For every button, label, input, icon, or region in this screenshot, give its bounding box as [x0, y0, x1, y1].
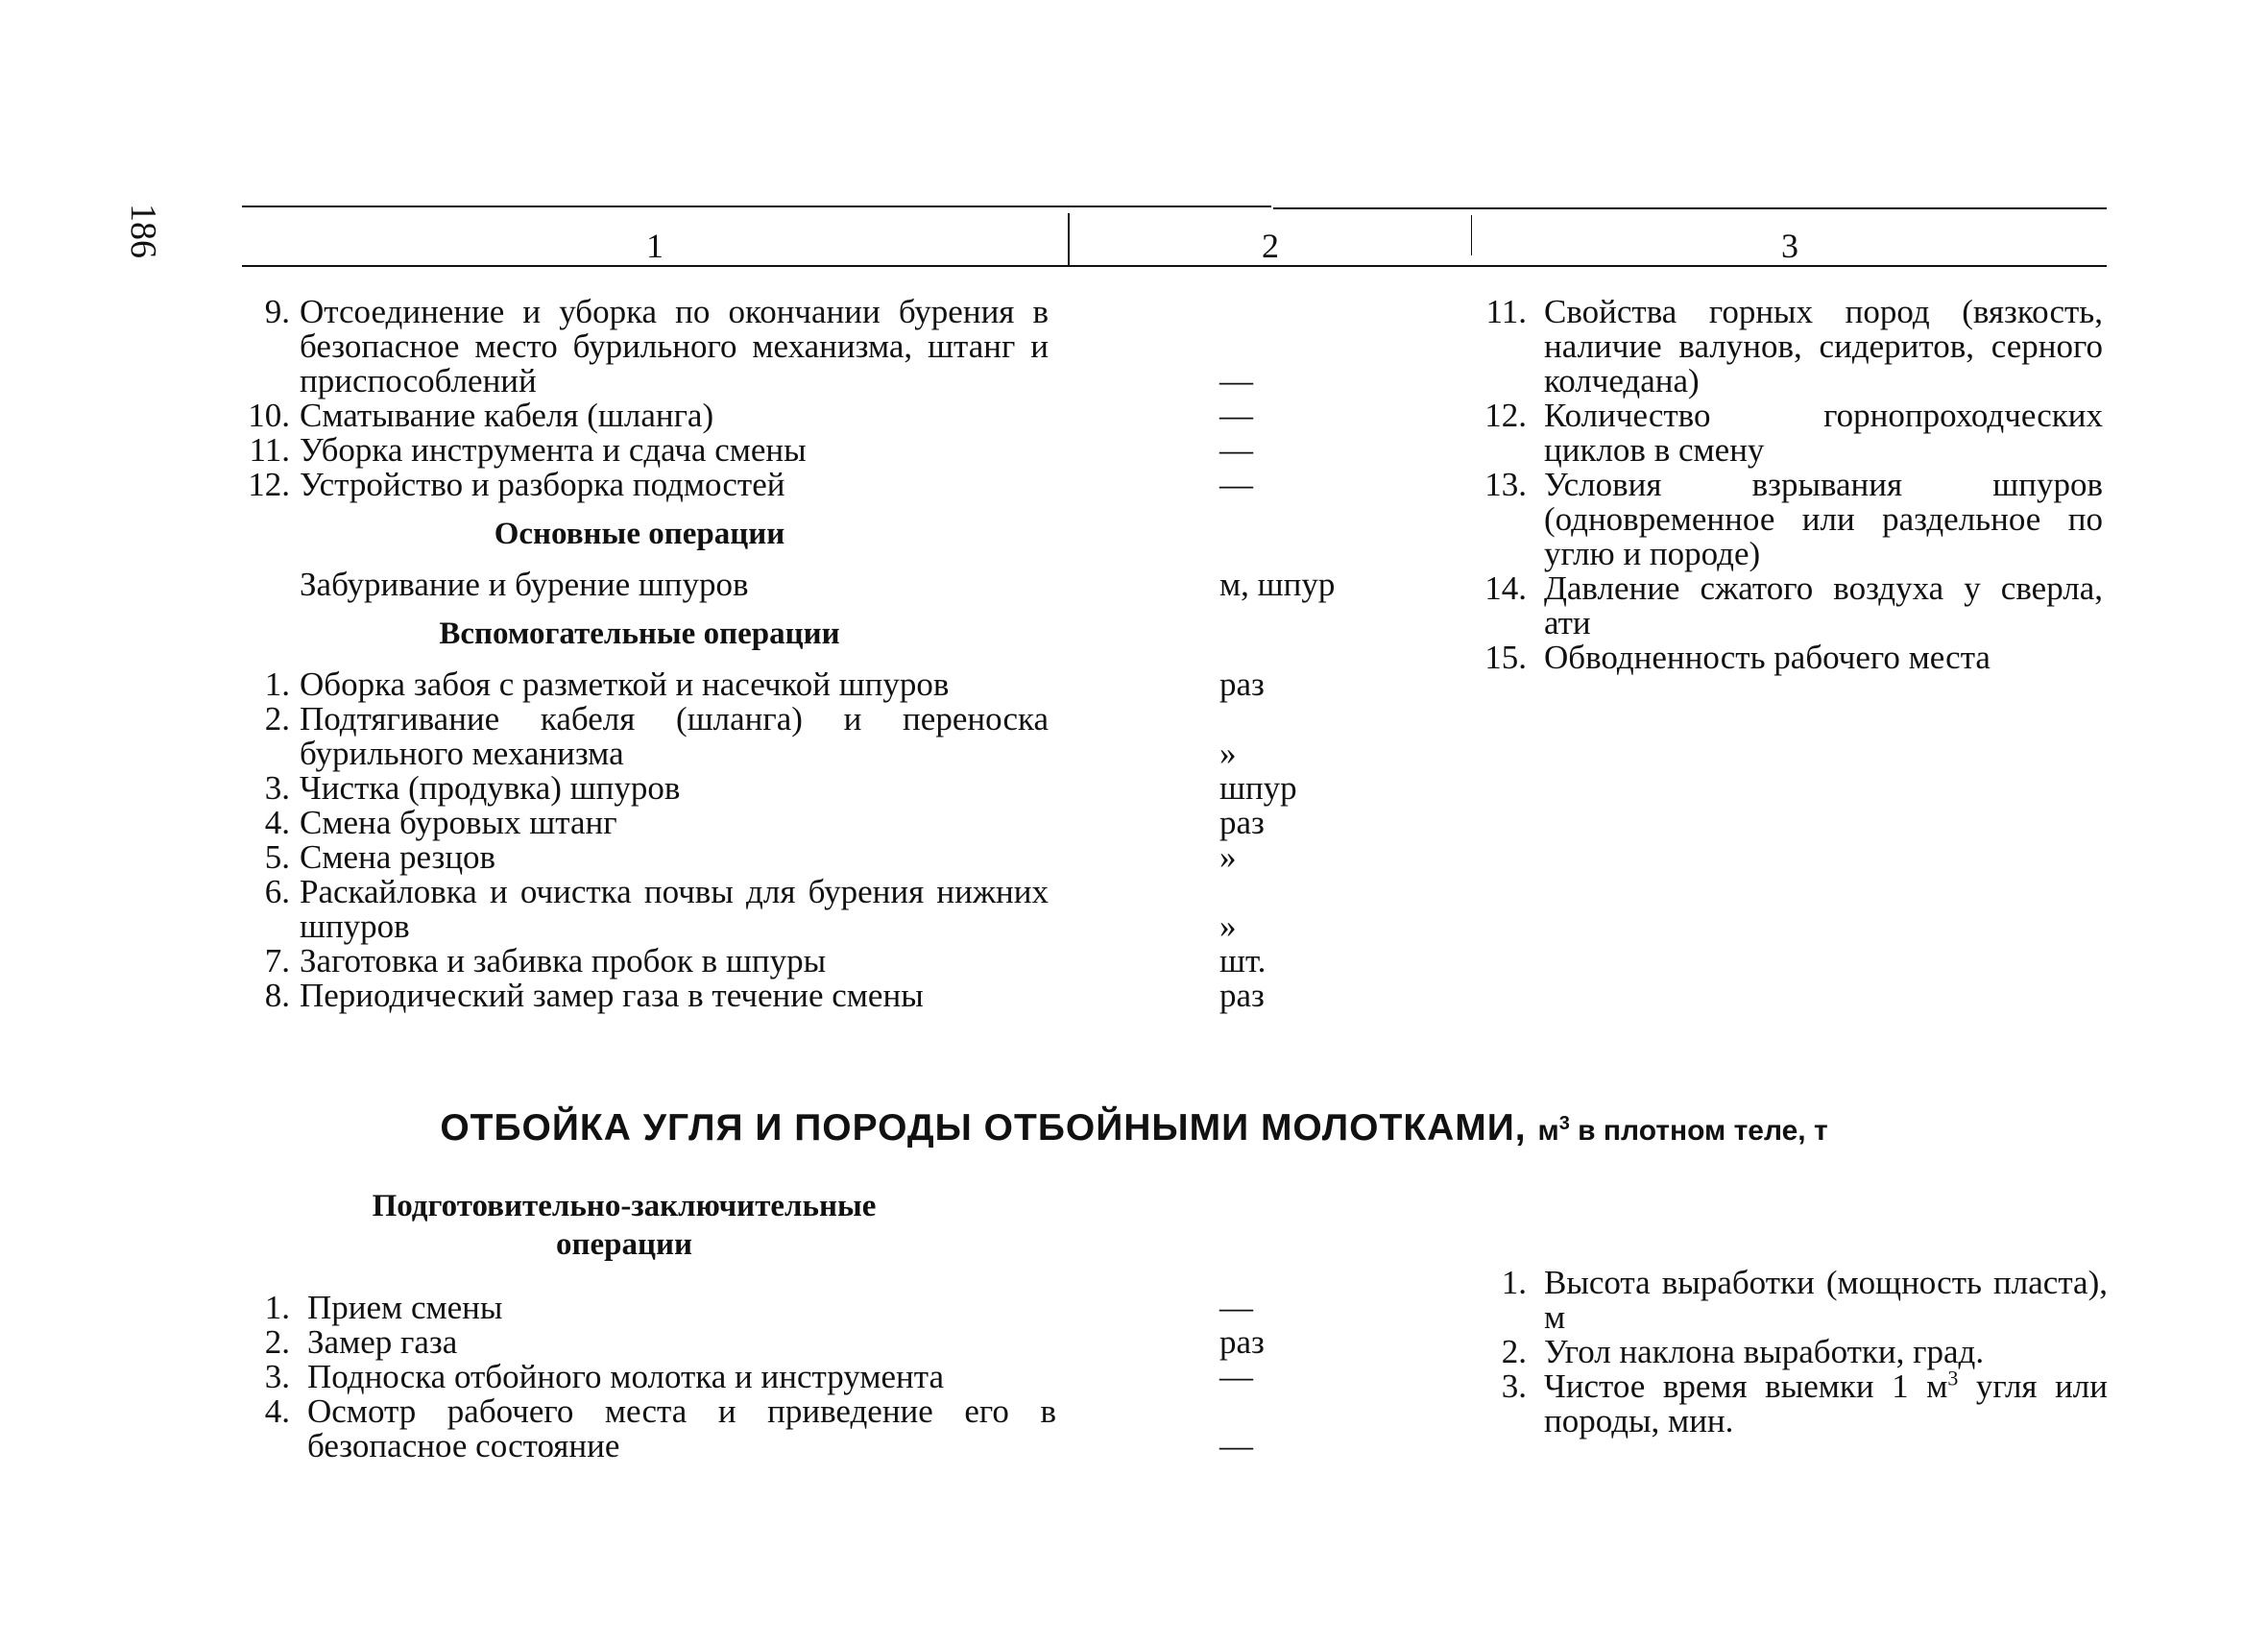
factor-text — [1544, 1366, 2108, 1439]
factor-item — [1469, 641, 2103, 675]
list-item — [240, 1394, 1363, 1464]
list-item — [240, 667, 1363, 702]
item-text: Периодический замер газа в течение смены — [300, 977, 924, 1014]
factor-item — [1469, 1335, 2108, 1369]
item-text: Замер газа — [307, 1323, 458, 1361]
list-item — [240, 1291, 1363, 1325]
factor-item — [1469, 1366, 2108, 1439]
item-number: 4. — [264, 804, 290, 841]
factor-number: 12. — [1484, 397, 1527, 434]
factor-item — [1469, 571, 2103, 641]
item-text: Сматывание кабеля (шланга) — [300, 397, 714, 434]
item-unit: — — [1219, 1427, 1253, 1464]
factor-text: Условия взрывания шпуров (одновременное или раздельное по углю и породе) — [1544, 466, 2103, 572]
item-unit: — — [1219, 362, 1253, 399]
list-item — [240, 399, 1363, 433]
factor-item — [1469, 1266, 2108, 1335]
list-item — [240, 875, 1363, 944]
item-number: 12. — [248, 466, 290, 503]
factor-text: Обводненность рабочего места — [1544, 639, 1991, 676]
item-text: Подноска отбойного молотка и инструмента — [307, 1358, 945, 1395]
item-number: 3. — [264, 1358, 290, 1395]
item-number: 1. — [264, 1289, 290, 1326]
item-unit: шт. — [1219, 942, 1267, 980]
item-number: 7. — [264, 942, 290, 980]
operations-column — [240, 295, 1363, 1013]
item-text: Осмотр рабочего места и приведение его в безопасное состояние — [307, 1392, 1056, 1464]
list-item — [240, 702, 1363, 771]
item-unit: » — [1219, 838, 1237, 876]
column-header-2: 2 — [1262, 227, 1279, 265]
item-number: 3. — [264, 769, 290, 807]
list-item — [240, 979, 1363, 1013]
factor-text: Давление сжатого воздуха у сверла, ати — [1544, 569, 2103, 641]
section-title-unit-sup: 3 — [1558, 1113, 1570, 1134]
prep-heading-line1: Подготовительно-заключительные — [372, 1189, 877, 1223]
item-text: Смена буровых штанг — [300, 804, 617, 841]
item-number: 10. — [248, 397, 290, 434]
item-text: Чистка (продувка) шпуров — [300, 769, 681, 807]
item-number: 6. — [264, 873, 290, 910]
factor-text: Свойства горных пород (вязкость, наличие валунов, сидеритов, серного колчедана) — [1544, 293, 2103, 399]
factors-column — [1469, 295, 2103, 675]
factor-text: Угол наклона выработки, град. — [1544, 1333, 1985, 1370]
item-text: Забуривание и бурение шпуров — [300, 566, 749, 603]
item-text: Раскайловка и очистка почвы для бурения нижних шпуров — [300, 873, 1049, 945]
item-text: Заготовка и забивка пробок в шпуры — [300, 942, 827, 980]
prep-operations-heading — [202, 1187, 1047, 1264]
list-item — [240, 1325, 1363, 1360]
factor-number: 15. — [1484, 639, 1527, 676]
factor-number: 3. — [1501, 1367, 1527, 1405]
section-title-unit-m: м — [1537, 1115, 1559, 1147]
factor-text-part1: Чистое время выемки 1 м — [1544, 1367, 1948, 1405]
list-item — [240, 944, 1363, 979]
item-number: 8. — [264, 977, 290, 1014]
section-title-main: ОТБОЙКА УГЛЯ И ПОРОДЫ ОТБОЙНЫМИ МОЛОТКАМИ, — [440, 1107, 1527, 1149]
item-text: Отсоединение и уборка по окончании бурения в безопасное место бурильного механизма, штанг и приспособлений — [300, 293, 1049, 399]
main-operation-item — [240, 568, 1363, 602]
item-text: Устройство и разборка подмостей — [300, 466, 785, 503]
list-item — [240, 806, 1363, 840]
item-number: 2. — [264, 700, 290, 738]
page-number: 186 — [123, 204, 163, 258]
factor-item — [1469, 295, 2103, 399]
list-item — [240, 1360, 1363, 1394]
section2-factors-column — [1469, 1266, 2108, 1439]
item-unit: — — [1219, 431, 1253, 469]
factor-number: 14. — [1484, 569, 1527, 607]
factor-number: 1. — [1501, 1264, 1527, 1301]
factor-number: 13. — [1484, 466, 1527, 503]
item-number: 1. — [264, 665, 290, 703]
column-header-1: 1 — [646, 227, 664, 265]
item-number: 4. — [264, 1392, 290, 1430]
table-top-rule — [242, 206, 1271, 207]
item-unit: — — [1219, 1358, 1253, 1395]
list-item — [240, 295, 1363, 399]
item-unit: » — [1219, 907, 1237, 945]
item-number: 9. — [264, 293, 290, 330]
main-operations-heading: Основные операции — [494, 517, 785, 551]
list-item — [240, 771, 1363, 806]
item-number: 11. — [249, 431, 290, 469]
list-item — [240, 840, 1363, 875]
item-unit: шпур — [1219, 769, 1297, 807]
item-text: Прием смены — [307, 1289, 503, 1326]
item-unit: раз — [1219, 1323, 1265, 1361]
column-header-3: 3 — [1781, 227, 1798, 265]
item-unit: » — [1219, 735, 1237, 772]
item-unit: раз — [1219, 665, 1265, 703]
item-text: Смена резцов — [300, 838, 496, 876]
item-unit: м, шпур — [1219, 566, 1336, 603]
item-text: Уборка инструмента и сдача смены — [300, 431, 807, 469]
list-item — [240, 433, 1363, 468]
factor-text: Количество горнопроходческих циклов в смену — [1544, 397, 2103, 469]
factor-item — [1469, 468, 2103, 571]
list-item — [240, 468, 1363, 502]
item-unit: раз — [1219, 804, 1265, 841]
factor-item — [1469, 399, 2103, 468]
item-number: 2. — [264, 1323, 290, 1361]
factor-number: 11. — [1485, 293, 1527, 330]
item-text: Оборка забоя с разметкой и насечкой шпуров — [300, 665, 950, 703]
factor-text: Высота выработки (мощность пласта), м — [1544, 1264, 2108, 1336]
prep-heading-line2: операции — [555, 1227, 693, 1262]
factor-text-part2: угля или породы, мин. — [1544, 1367, 2108, 1439]
prep-operations-column — [240, 1187, 1363, 1464]
factor-number: 2. — [1501, 1333, 1527, 1370]
factor-text-sup: 3 — [1947, 1366, 1959, 1391]
section-title-unit-rest: в плотном теле, т — [1578, 1115, 1828, 1147]
item-text: Подтягивание кабеля (шланга) и переноска бурильного механизма — [300, 700, 1049, 772]
table-top-rule-right — [1273, 207, 2107, 209]
item-unit: — — [1219, 466, 1253, 503]
item-unit: раз — [1219, 977, 1265, 1014]
section-title — [0, 1106, 2268, 1153]
item-unit: — — [1219, 397, 1253, 434]
column-divider-2 — [1471, 215, 1472, 255]
item-unit: — — [1219, 1289, 1253, 1326]
aux-operations-heading: Вспомогательные операции — [439, 617, 840, 651]
item-number: 5. — [264, 838, 290, 876]
